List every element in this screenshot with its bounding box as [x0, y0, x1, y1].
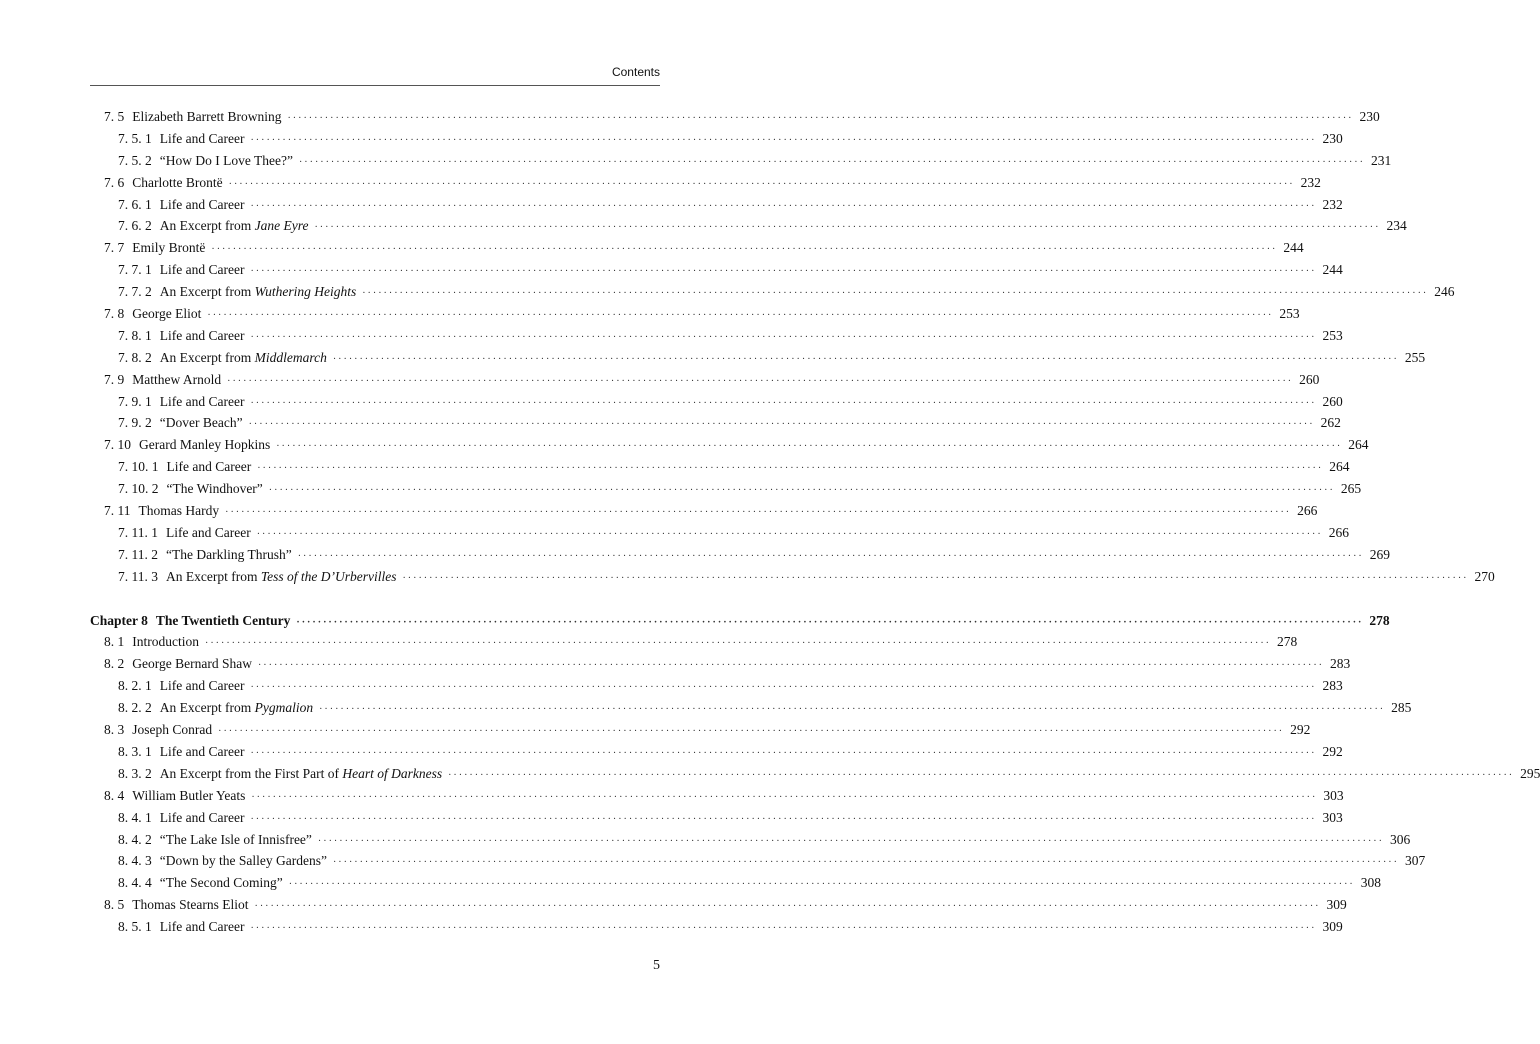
toc-entry-number: 7. 9. 2: [118, 415, 152, 431]
dot-leader: ········································································································································································································: [319, 704, 1386, 716]
dot-leader: ········································································································································································································: [248, 419, 1315, 431]
toc-entry[interactable]: [90, 150, 1392, 172]
toc-entry-number: 8. 4. 2: [118, 831, 152, 847]
toc-entry-title: [132, 106, 281, 128]
toc-entry-number: 8. 3. 2: [118, 765, 152, 781]
toc-entry-number: 7. 11. 2: [118, 546, 158, 562]
toc-entry-title-text: An Excerpt from: [159, 218, 255, 234]
toc-entry-title-text: William Butler Yeats: [132, 787, 246, 803]
dot-leader: ········································································································································································································: [257, 660, 1324, 672]
toc-entry[interactable]: [90, 128, 1343, 150]
toc-entry-page: 308: [1360, 875, 1381, 891]
toc-entry-title-italic: Jane Eyre: [254, 218, 309, 234]
toc-entry-title-text: An Excerpt from: [159, 700, 255, 716]
toc-entry-title-text: Life and Career: [159, 327, 245, 343]
toc-entry-title: [160, 391, 245, 413]
toc-entry-number: 7. 6: [104, 174, 125, 190]
toc-entry-page: 306: [1389, 831, 1411, 847]
toc-entry[interactable]: [90, 391, 1343, 413]
dot-leader: ········································································································································································································: [332, 353, 1399, 365]
toc-entry[interactable]: [90, 172, 1321, 194]
toc-entry-title: [160, 128, 245, 150]
toc-entry-page: 255: [1404, 349, 1426, 365]
dot-leader: ········································································································································································································: [362, 288, 1429, 300]
toc-entry[interactable]: [90, 259, 1343, 281]
toc-entry-number: 8. 2. 2: [118, 700, 152, 716]
table-of-contents: [90, 106, 1540, 938]
toc-entry[interactable]: [90, 741, 1343, 763]
dot-leader: ········································································································································································································: [296, 616, 1364, 628]
toc-entry-page: 278: [1369, 612, 1390, 628]
toc-entry-title-text: George Eliot: [132, 306, 202, 322]
toc-entry[interactable]: [90, 237, 1304, 259]
toc-entry-number: 7. 11: [104, 503, 131, 519]
toc-entry-page: 232: [1300, 174, 1321, 190]
toc-entry-page: 269: [1369, 546, 1390, 562]
dot-leader: ········································································································································································································: [257, 463, 1324, 475]
toc-entry-title-text: “Dover Beach”: [159, 415, 243, 431]
toc-entry-page: 260: [1322, 393, 1343, 409]
toc-entry-title-italic: Heart of Darkness: [342, 765, 443, 781]
dot-leader: ········································································································································································································: [250, 747, 1317, 759]
toc-entry-page: 309: [1322, 919, 1343, 935]
toc-entry-title-text: Introduction: [132, 634, 199, 650]
toc-entry-title: [160, 347, 327, 369]
toc-entry-page: 230: [1322, 130, 1343, 146]
toc-entry-title: [132, 303, 201, 325]
toc-entry-title-text: Life and Career: [166, 459, 252, 475]
toc-entry-page: 270: [1474, 568, 1495, 584]
toc-entry-page: 303: [1322, 809, 1343, 825]
toc-entry[interactable]: [90, 194, 1343, 216]
toc-entry-page: 262: [1320, 415, 1341, 431]
dot-leader: ········································································································································································································: [314, 222, 1381, 234]
toc-entry-number: 7. 10. 1: [118, 459, 159, 475]
toc-entry-title: [160, 412, 243, 434]
dot-leader: ········································································································································································································: [297, 550, 1364, 562]
toc-entry-title: [160, 259, 245, 281]
dot-leader: ········································································································································································································: [250, 923, 1317, 935]
toc-entry-title-text: An Excerpt from: [159, 349, 255, 365]
toc-entry-page: 278: [1277, 634, 1298, 650]
toc-entry-page: 232: [1322, 196, 1343, 212]
toc-entry-page: 307: [1404, 853, 1426, 869]
toc-entry-title: [160, 215, 309, 237]
toc-entry-number: 7. 11. 3: [118, 568, 158, 584]
toc-entry-title-text: Gerard Manley Hopkins: [139, 437, 271, 453]
toc-entry[interactable]: [90, 763, 1540, 785]
toc-entry-number: 7. 10: [104, 437, 131, 453]
toc-entry-title-text: “Down by the Salley Gardens”: [159, 853, 327, 869]
dot-leader: ········································································································································································································: [250, 813, 1317, 825]
toc-entry[interactable]: [90, 697, 1412, 719]
dot-leader: ········································································································································································································: [227, 375, 1294, 387]
toc-entry-title: [132, 719, 212, 741]
toc-entry[interactable]: [90, 325, 1343, 347]
toc-entry-title: [132, 631, 199, 653]
toc-entry[interactable]: [90, 544, 1390, 566]
toc-entry-title-text: Matthew Arnold: [132, 371, 222, 387]
toc-entry-title-text: “The Second Coming”: [159, 875, 283, 891]
toc-entry-page: 285: [1391, 700, 1412, 716]
toc-entry[interactable]: [90, 281, 1455, 303]
toc-entry-number: 8. 4. 3: [118, 853, 152, 869]
toc-entry-number: 8. 5. 1: [118, 919, 152, 935]
toc-chapter-entry[interactable]: [90, 610, 1390, 632]
toc-entry-title-text: An Excerpt from the First Part of: [159, 765, 343, 781]
header-rule: [90, 85, 660, 86]
dot-leader: ········································································································································································································: [250, 266, 1317, 278]
toc-entry-page: 260: [1299, 371, 1320, 387]
toc-entry-title: [139, 434, 270, 456]
toc-entry-title-text: “How Do I Love Thee?”: [159, 152, 293, 168]
dot-leader: ········································································································································································································: [225, 507, 1292, 519]
toc-entry-title: [160, 872, 283, 894]
toc-entry-title: [160, 916, 245, 938]
toc-entry-title-italic: Tess of the D’Urbervilles: [260, 568, 397, 584]
toc-entry-title-text: Life and Career: [159, 262, 245, 278]
toc-entry-page: 264: [1329, 459, 1350, 475]
toc-entry-title-text: “The Lake Isle of Innisfree”: [159, 831, 312, 847]
toc-entry-page: 244: [1322, 262, 1343, 278]
toc-entry-title: [160, 741, 245, 763]
toc-entry-title-text: Joseph Conrad: [132, 722, 213, 738]
page-number: 5: [653, 958, 660, 973]
toc-entry-page: 264: [1348, 437, 1369, 453]
toc-entry-number: 7. 6. 1: [118, 196, 152, 212]
toc-entry-title: [132, 894, 248, 916]
toc-entry-title: [160, 150, 293, 172]
toc-entry-number: 8. 2. 1: [118, 678, 152, 694]
toc-entry-title-italic: Middlemarch: [254, 349, 327, 365]
toc-entry-page: 292: [1322, 743, 1343, 759]
toc-entry-title-text: Life and Career: [159, 196, 245, 212]
dot-leader: ········································································································································································································: [218, 726, 1285, 738]
dot-leader: ········································································································································································································: [250, 682, 1317, 694]
toc-entry-page: 253: [1322, 327, 1343, 343]
toc-entry-title: [160, 829, 312, 851]
toc-entry-title: [166, 522, 251, 544]
toc-entry[interactable]: [90, 675, 1343, 697]
toc-entry-number: 7. 8. 2: [118, 349, 152, 365]
toc-entry-page: 253: [1279, 306, 1300, 322]
dot-leader: ········································································································································································································: [256, 528, 1323, 540]
toc-entry[interactable]: [90, 807, 1343, 829]
toc-entry[interactable]: [90, 916, 1343, 938]
toc-entry-page: 309: [1326, 897, 1347, 913]
dot-leader: ········································································································································································································: [402, 572, 1469, 584]
toc-entry-title-text: Thomas Stearns Eliot: [132, 897, 249, 913]
toc-entry-title-text: Life and Career: [159, 393, 245, 409]
toc-entry[interactable]: [90, 500, 1318, 522]
toc-entry[interactable]: [90, 850, 1426, 872]
toc-entry-title: [160, 807, 245, 829]
toc-entry[interactable]: [90, 566, 1495, 588]
toc-entry[interactable]: [90, 872, 1381, 894]
dot-leader: ········································································································································································································: [298, 156, 1365, 168]
toc-entry-number: 8. 3. 1: [118, 743, 152, 759]
toc-entry-number: 7. 9: [104, 371, 125, 387]
toc-entry[interactable]: [90, 412, 1341, 434]
toc-entry-title: [160, 850, 327, 872]
toc-entry-title: [132, 653, 252, 675]
toc-entry[interactable]: [90, 106, 1380, 128]
dot-leader: ········································································································································································································: [254, 901, 1321, 913]
toc-entry-title-italic: Pygmalion: [254, 700, 314, 716]
dot-leader: ········································································································································································································: [211, 244, 1278, 256]
toc-entry[interactable]: [90, 653, 1351, 675]
running-head: Contents: [611, 65, 660, 79]
toc-entry[interactable]: [90, 347, 1426, 369]
toc-entry-title-text: “The Darkling Thrush”: [166, 546, 292, 562]
toc-entry-page: 266: [1297, 503, 1318, 519]
toc-entry-title-text: Emily Brontë: [132, 240, 206, 256]
toc-entry[interactable]: [90, 303, 1300, 325]
toc-entry[interactable]: [90, 478, 1362, 500]
toc-entry-title-text: An Excerpt from: [166, 568, 261, 584]
dot-leader: ········································································································································································································: [317, 835, 1384, 847]
toc-entry-page: 266: [1328, 524, 1349, 540]
dot-leader: ········································································································································································································: [251, 791, 1318, 803]
toc-entry-number: 8. 5: [104, 897, 125, 913]
toc-entry-title-text: George Bernard Shaw: [132, 656, 252, 672]
toc-entry[interactable]: [90, 719, 1311, 741]
toc-entry-number: 7. 7. 1: [118, 262, 152, 278]
toc-entry-number: 8. 2: [104, 656, 125, 672]
dot-leader: ········································································································································································································: [332, 857, 1399, 869]
toc-entry-number: 7. 5. 1: [118, 130, 152, 146]
toc-entry-number: 7. 11. 1: [118, 524, 158, 540]
toc-entry-title: [167, 456, 252, 478]
toc-entry-title: [160, 697, 313, 719]
toc-entry-page: 234: [1386, 218, 1407, 234]
toc-entry-number: 7. 6. 2: [118, 218, 152, 234]
toc-entry-title-text: Life and Career: [159, 919, 245, 935]
toc-entry-page: 295: [1520, 765, 1540, 781]
toc-entry-number: 8. 1: [104, 634, 125, 650]
dot-leader: ········································································································································································································: [250, 331, 1317, 343]
toc-entry-title: [139, 500, 220, 522]
toc-entry-number: 8. 3: [104, 722, 125, 738]
toc-entry[interactable]: [90, 631, 1298, 653]
dot-leader: ········································································································································································································: [250, 200, 1317, 212]
toc-entry-title-text: The Twentieth Century: [155, 612, 291, 628]
toc-entry-title: [132, 237, 205, 259]
toc-entry-title-text: Life and Career: [166, 524, 251, 540]
toc-entry-title-text: Life and Career: [159, 809, 245, 825]
toc-entry-title: [166, 566, 396, 588]
toc-entry[interactable]: [90, 369, 1320, 391]
toc-entry[interactable]: [90, 456, 1350, 478]
toc-entry-number: 7. 8: [104, 306, 125, 322]
toc-entry[interactable]: [90, 215, 1407, 237]
toc-entry-page: 283: [1329, 656, 1351, 672]
toc-entry-page: 244: [1283, 240, 1304, 256]
toc-entry-number: 8. 4. 1: [118, 809, 152, 825]
dot-leader: ········································································································································································································: [250, 134, 1317, 146]
toc-entry-page: 246: [1434, 284, 1455, 300]
toc-entry-title: [167, 478, 263, 500]
toc-entry[interactable]: [90, 522, 1349, 544]
dot-leader: ········································································································································································································: [287, 113, 1354, 124]
toc-entry-number: 7. 5. 2: [118, 152, 152, 168]
toc-entry-number: 7. 5: [104, 109, 125, 124]
toc-entry-title: [132, 172, 222, 194]
toc-entry-page: 231: [1370, 152, 1392, 168]
toc-entry-title: [166, 544, 292, 566]
toc-entry-title-text: Life and Career: [159, 130, 245, 146]
dot-leader: ········································································································································································································: [228, 178, 1295, 190]
dot-leader: ········································································································································································································: [207, 310, 1274, 322]
toc-entry-title: [160, 675, 245, 697]
toc-entry-title: [132, 785, 245, 807]
toc-entry[interactable]: [90, 829, 1411, 851]
toc-entry-page: 303: [1323, 787, 1344, 803]
dot-leader: ········································································································································································································: [276, 441, 1343, 453]
toc-entry[interactable]: [90, 785, 1344, 807]
toc-entry[interactable]: [90, 894, 1347, 916]
toc-entry-number: 7. 8. 1: [118, 327, 152, 343]
dot-leader: ········································································································································································································: [288, 879, 1355, 891]
toc-entry-title-italic: Wuthering Heights: [254, 284, 357, 300]
toc-entry-title: [156, 610, 291, 632]
toc-entry-number: Chapter 8: [90, 612, 148, 628]
toc-entry-title: [160, 763, 442, 785]
toc-entry-title-text: Thomas Hardy: [138, 503, 220, 519]
toc-entry-title-text: Charlotte Brontë: [132, 174, 223, 190]
toc-entry-title: [160, 281, 356, 303]
toc-entry-number: 8. 4. 4: [118, 875, 152, 891]
toc-entry-title: [160, 325, 245, 347]
toc-entry-number: 8. 4: [104, 787, 125, 803]
toc-entry-title: [160, 194, 245, 216]
dot-leader: ········································································································································································································: [250, 397, 1317, 409]
toc-entry-title: [132, 369, 221, 391]
toc-entry[interactable]: [90, 434, 1369, 456]
toc-entry-page: 283: [1322, 678, 1343, 694]
toc-entry-title-text: Life and Career: [159, 743, 245, 759]
toc-entry-title-text: An Excerpt from: [159, 284, 255, 300]
toc-entry-number: 7. 9. 1: [118, 393, 152, 409]
toc-entry-page: 230: [1359, 109, 1380, 124]
dot-leader: ········································································································································································································: [268, 485, 1335, 497]
toc-entry-number: 7. 10. 2: [118, 481, 159, 497]
toc-entry-number: 7. 7: [104, 240, 125, 256]
dot-leader: ········································································································································································································: [448, 769, 1515, 781]
dot-leader: ········································································································································································································: [205, 638, 1272, 650]
toc-entry-title-text: Elizabeth Barrett Browning: [132, 109, 282, 124]
toc-entry-title-text: Life and Career: [159, 678, 245, 694]
toc-entry-page: 292: [1290, 722, 1311, 738]
toc-entry-number: 7. 7. 2: [118, 284, 152, 300]
toc-entry-title-text: “The Windhover”: [166, 481, 263, 497]
toc-entry-page: 265: [1340, 481, 1362, 497]
